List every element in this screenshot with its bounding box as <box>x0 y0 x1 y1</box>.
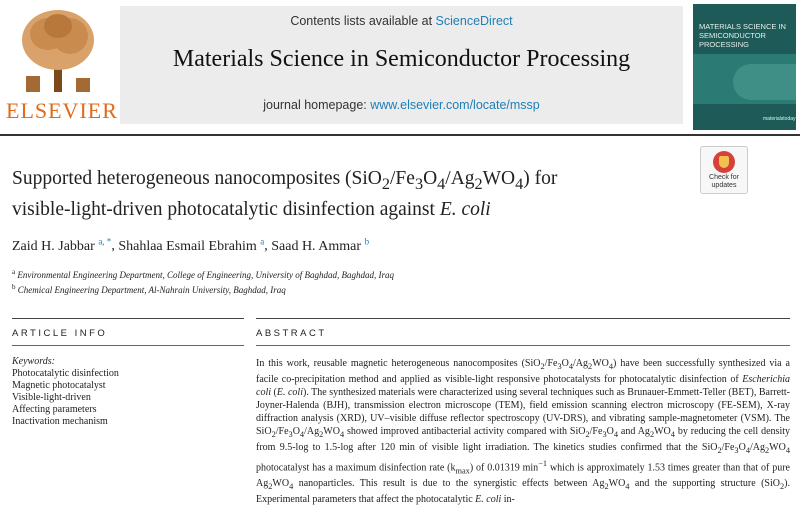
header-rule <box>0 134 800 136</box>
journal-banner <box>120 6 683 124</box>
title-line-2: visible-light-driven photocatalytic disinfection against E. coli <box>12 198 491 220</box>
keyword-item: Photocatalytic disinfection <box>12 368 119 379</box>
keywords-list <box>12 356 119 428</box>
article-info-rule <box>12 345 244 346</box>
abstract-top-rule <box>256 318 790 319</box>
affiliations <box>12 266 394 296</box>
keywords-label: Keywords: <box>12 356 55 367</box>
elsevier-tree-icon <box>18 6 100 96</box>
homepage-prefix: journal homepage: <box>263 98 371 112</box>
article-info-top-rule <box>12 318 244 319</box>
journal-cover[interactable] <box>693 4 796 130</box>
author-1[interactable]: Zaid H. Jabbar $^{a, *}$ <box>12 236 112 254</box>
sciencedirect-link[interactable]: ScienceDirect <box>435 14 513 28</box>
publisher-wordmark: ELSEVIER <box>6 98 118 123</box>
homepage-line <box>120 98 683 112</box>
check-updates-line2: updates <box>711 182 737 189</box>
check-updates-icon <box>713 151 735 173</box>
elsevier-logo[interactable] <box>4 6 118 124</box>
check-for-updates-button[interactable] <box>700 146 748 194</box>
check-updates-label <box>701 174 747 190</box>
homepage-link[interactable]: www.elsevier.com/locate/mssp <box>370 98 540 112</box>
title-line-1: Supported heterogeneous nanocomposites $(SiO_2/Fe_3O_4/Ag_2WO_4)$ for <box>12 168 558 193</box>
affiliation-b: $^b$ Chemical Engineering Department, Al-Nahrain University, Baghdad, Iraq <box>12 283 286 295</box>
journal-header <box>0 0 800 140</box>
article-title <box>12 166 692 222</box>
contents-line <box>120 14 683 28</box>
abstract-text: In this work, reusable magnetic heterogeneous nanocomposites $(SiO_2/Fe_3O_4/Ag_2WO_4)$ have been successfully synthesized via a facile co-precipitation method and applied as visible-light responsive photocatalysts for photocatalytic disinfection of Escherichia coli (E. coli). The synthesized materials were characterized using several techniques such as Brunauer-Emmett-Teller (BET), Barrett-Joyner-Halenda (BJH), transmission electron microscope (TEM), field emission scanning electron microscopy (FE-SEM), X-ray diffraction analysis (XRD), UV–visible diffuse reflector spectroscopy (UV-DRS), and vibrating sample-magnetometer (VSM). The $SiO_2/Fe_3O_4/Ag_2WO_4$ showed improved antibacterial activity compared with $SiO_2/Fe_3O_4$ and $Ag_2WO_4$ by reducing the cell density from 9.5-log to 1.5-log after 120 min of visible light irradiation. The kinetics studies confirmed that the $SiO_2/Fe_3O_4/Ag_2WO_4$ photocatalyst has a maximum disinfection rate $(k_{max})$ of 0.01319 $\min^{-1}$ which is approximately 1.53 times greater than that of pure $Ag_2WO_4$ nanoparticles. This result is due to the synergistic effects between $Ag_2WO_4$ and the supporting structure (SiO$_2$). Experimental parameters that affect the photocatalytic E. coli in- <box>256 358 790 506</box>
cover-title: MATERIALS SCIENCE IN SEMICONDUCTOR PROCESSING <box>699 22 786 49</box>
article-info-heading: ARTICLE INFO <box>12 328 108 339</box>
cover-footer: materialstoday <box>763 116 796 122</box>
abstract-rule <box>256 345 790 346</box>
contents-prefix: Contents lists available at <box>290 14 436 28</box>
author-3[interactable]: Saad H. Ammar $^b$ <box>271 236 370 254</box>
abstract-body <box>256 357 790 515</box>
check-updates-line1: Check for <box>709 174 739 181</box>
cover-decoration-2 <box>733 64 796 100</box>
author-list: Zaid H. Jabbar $^{a, *}$, Shahlaa Esmail Ebrahim $^a$, Saad H. Ammar $^b$ <box>12 236 370 254</box>
author-2[interactable]: Shahlaa Esmail Ebrahim $^a$ <box>118 236 265 254</box>
keyword-item: Magnetic photocatalyst <box>12 380 106 391</box>
keyword-item: Inactivation mechanism <box>12 416 108 427</box>
affiliation-a: $^a$ Environmental Engineering Department, College of Engineering, University of Baghdad, Baghdad, Iraq <box>12 268 394 280</box>
keyword-item: Visible-light-driven <box>12 392 91 403</box>
keyword-item: Affecting parameters <box>12 404 97 415</box>
abstract-heading: ABSTRACT <box>256 328 327 339</box>
journal-title[interactable]: Materials Science in Semiconductor Processing <box>172 46 631 72</box>
